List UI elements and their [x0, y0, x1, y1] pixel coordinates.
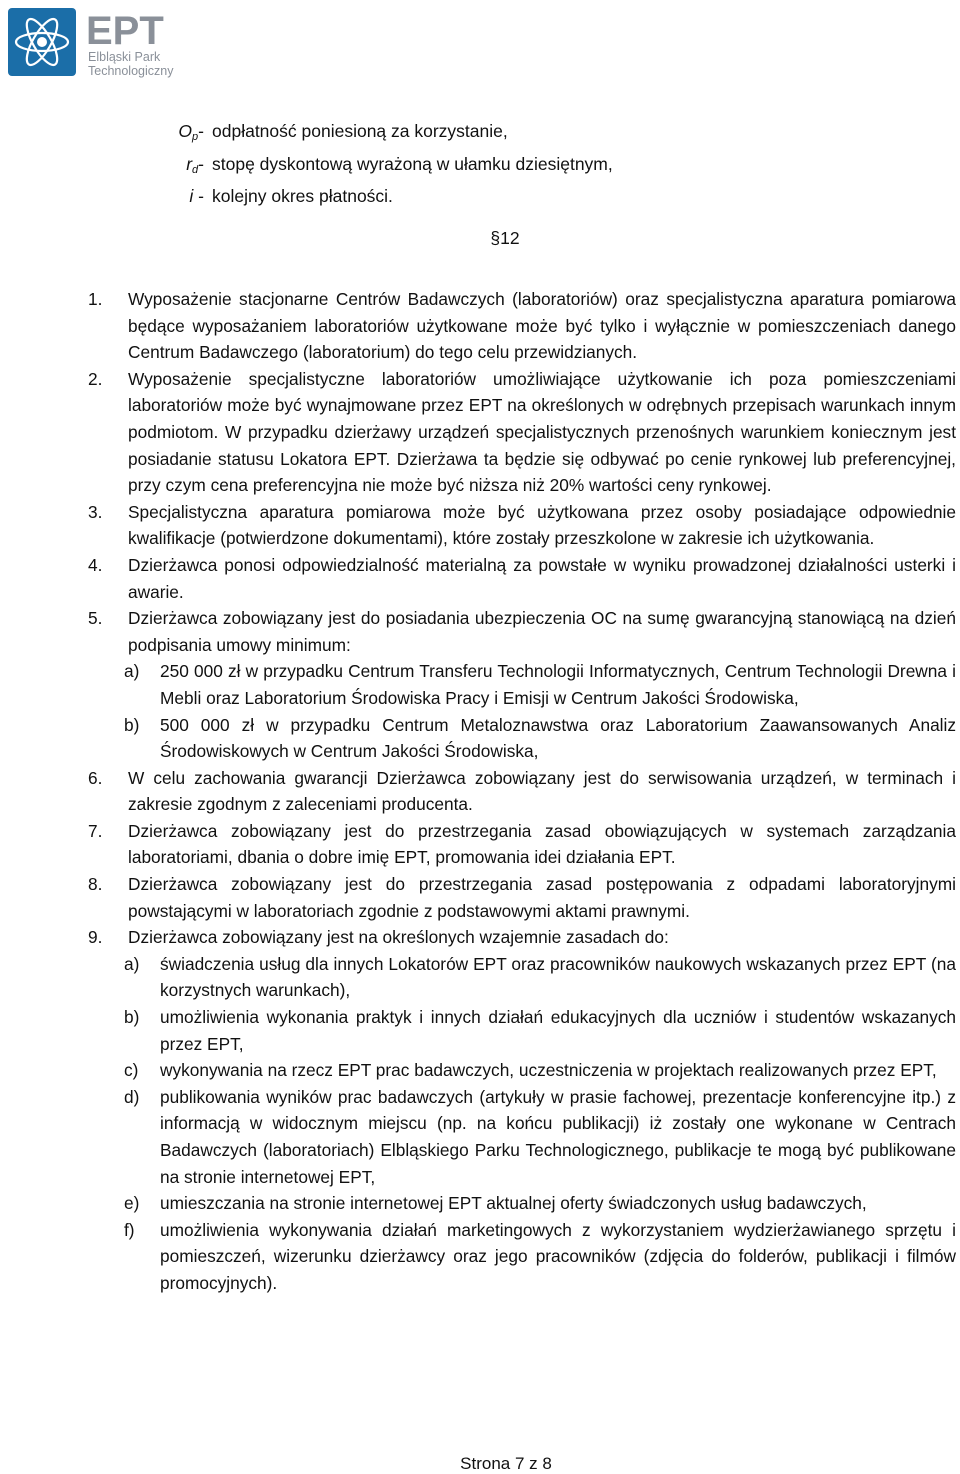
logo-line1: Elbląski Park [88, 50, 161, 64]
variable-row: i - kolejny okres płatności. [160, 183, 613, 210]
item-text: Dzierżawca ponosi odpowiedzialność materialną za powstałe w wyniku prowadzonej działalności usterki i awarie. [128, 554, 956, 602]
list-item [88, 765, 956, 818]
sub-list-item [88, 951, 956, 1004]
sub-item-letter: a) [124, 661, 140, 682]
variable-symbol: i [189, 186, 194, 206]
item-number: 5. [88, 608, 103, 629]
list-item [88, 552, 956, 605]
sub-item-text: 500 000 zł w przypadku Centrum Metaloznawstwa oraz Laboratorium Zaawansowanych Analiz Środowiskowych w Centrum Jakości Środowiska, [160, 714, 956, 762]
item-number: 1. [88, 289, 103, 309]
list-item [88, 286, 956, 366]
sub-item-text: wykonywania na rzecz EPT prac badawczych, uczestniczenia w projektach realizowanych przez EPT, [160, 1060, 937, 1081]
list-item [88, 499, 956, 552]
item-text: Dzierżawca zobowiązany jest do przestrzegania zasad postępowania z odpadami laboratoryjnymi powstającymi w laboratoriach zgodnie z podstawowymi aktami prawnymi. [128, 874, 956, 921]
variable-subscript: d [192, 163, 199, 176]
numbered-list [88, 286, 956, 1297]
item-text: Dzierżawca zobowiązany jest do przestrzegania zasad obowiązujących w systemach zarządzania laboratoriami, dbania o dobre imię EPT, promowania idei działania EPT. [128, 820, 956, 868]
item-text: Specjalistyczna aparatura pomiarowa może być użytkowana przez osoby posiadające odpowiednie kwalifikacje (potwierdzone dokumentami), które zostały przeszkolone w zakresie ich użytkowania. [128, 501, 956, 549]
variable-symbol: r [186, 153, 193, 174]
variable-description: kolejny okres płatności. [212, 186, 393, 206]
item-number: 7. [88, 820, 103, 841]
sub-list-item [88, 1084, 956, 1190]
variable-symbol: O [178, 121, 193, 141]
sub-item-text: umieszczania na stronie internetowej EPT aktualnej oferty świadczonych usług badawczych, [160, 1193, 867, 1214]
item-text: Dzierżawca zobowiązany jest na określonych wzajemnie zasadach do: [128, 927, 669, 948]
sub-list-item [88, 712, 956, 765]
sub-list [88, 658, 956, 764]
sub-item-letter: e) [124, 1193, 140, 1214]
list-item [88, 366, 956, 499]
item-number: 3. [88, 501, 103, 522]
sub-list-item [88, 658, 956, 711]
variable-definitions [160, 118, 613, 210]
sub-list-item [88, 1057, 956, 1084]
logo-line2: Technologiczny [88, 64, 174, 78]
item-text: Wyposażenie stacjonarne Centrów Badawczych (laboratoriów) oraz specjalistyczna aparatura pomiarowa będące wyposażaniem laboratoriów użytkowane może być tylko i wyłącznie w pomieszczeniach danego Centrum Badawczego (laboratorium) do tego celu przewidzianych. [128, 289, 956, 363]
item-number: 8. [88, 874, 103, 895]
item-text: Wyposażenie specjalistyczne laboratoriów umożliwiające użytkowanie ich poza pomieszczeniami laboratoriów może być wynajmowane przez EPT na określonych w odrębnych przepisach warunkach innym podmiotom. W przypadku dzierżawy urządzeń specjalistycznych przenośnych warunkiem koniecznym jest posiadanie statusu Lokatora EPT. Dzierżawa ta będzie się odbywać po cenie rynkowej lub preferencyjnej, przy czym cena preferencyjna nie może być niższa niż 20% wartości ceny rynkowej. [128, 368, 956, 496]
sub-item-text: umożliwienia wykonywania działań marketingowych z wykorzystaniem wydzierżawianego sprzętu i pomieszczeń, wizerunku dzierżawcy oraz jego pracowników (zdjęcia do folderów, publikacji i filmów promocyjnych). [160, 1219, 956, 1293]
sub-list-item [88, 1217, 956, 1297]
item-text: W celu zachowania gwarancji Dzierżawca zobowiązany jest do serwisowania urządzeń, w terminach i zakresie zgodnym z zaleceniami producenta. [128, 767, 956, 815]
sub-item-letter: b) [124, 1007, 140, 1028]
sub-item-text: publikowania wyników prac badawczych (artykuły w prasie fachowej, prezentacje konferencyjne itp.) z informacją w widocznym miejscu (np. na końcu publikacji) iż zostały one wykonane w Centrach Badawczych (laboratoriach) Elbląskiego Parku Technologicznego, publikacje te mogą być publikowane na stronie internetowej EPT, [160, 1086, 956, 1187]
variable-description: odpłatność poniesioną za korzystanie, [212, 121, 508, 141]
variable-subscript: p [192, 131, 199, 143]
logo-title: EPT [86, 9, 164, 53]
list-item [88, 818, 956, 871]
ept-logo [8, 6, 198, 84]
item-text: Dzierżawca zobowiązany jest do posiadania ubezpieczenia OC na sumę gwarancyjną stanowiącą na dzień podpisania umowy minimum: [128, 608, 956, 655]
page-footer: Strona 7 z 8 [460, 1454, 552, 1473]
list-item [88, 605, 956, 658]
sub-item-text: świadczenia usług dla innych Lokatorów EPT oraz pracowników naukowych wskazanych przez EPT (na korzystnych warunkach), [160, 953, 956, 1001]
variable-description: stopę dyskontową wyrażoną w ułamku dziesiętnym, [212, 153, 613, 174]
sub-item-text: 250 000 zł w przypadku Centrum Transferu Technologii Informatycznych, Centrum Technologii Drewna i Mebli oraz Laboratorium Środowiska Pracy i Emisji w Centrum Jakości Środowiska, [160, 661, 956, 708]
variable-row: $O_p-$ odpłatność poniesioną za korzystanie, [160, 118, 613, 151]
list-item [88, 871, 956, 924]
sub-item-letter: f) [124, 1219, 135, 1240]
section-title: §12 [490, 228, 520, 248]
list-item [88, 924, 956, 951]
sub-item-text: umożliwienia wykonania praktyk i innych działań edukacyjnych dla uczniów i studentów wskazanych przez EPT, [160, 1007, 956, 1054]
sub-list-item [88, 1004, 956, 1057]
item-number: 2. [88, 368, 103, 389]
variable-row: $r_d-$ stopę dyskontową wyrażoną w ułamku dziesiętnym, [160, 151, 613, 184]
item-number: 6. [88, 767, 103, 788]
sub-list [88, 951, 956, 1297]
sub-item-letter: d) [124, 1086, 140, 1107]
item-number: 4. [88, 554, 103, 575]
item-number: 9. [88, 927, 103, 948]
sub-item-letter: a) [124, 953, 140, 974]
sub-item-letter: b) [124, 714, 140, 735]
sub-list-item [88, 1190, 956, 1217]
sub-item-letter: c) [124, 1060, 139, 1081]
